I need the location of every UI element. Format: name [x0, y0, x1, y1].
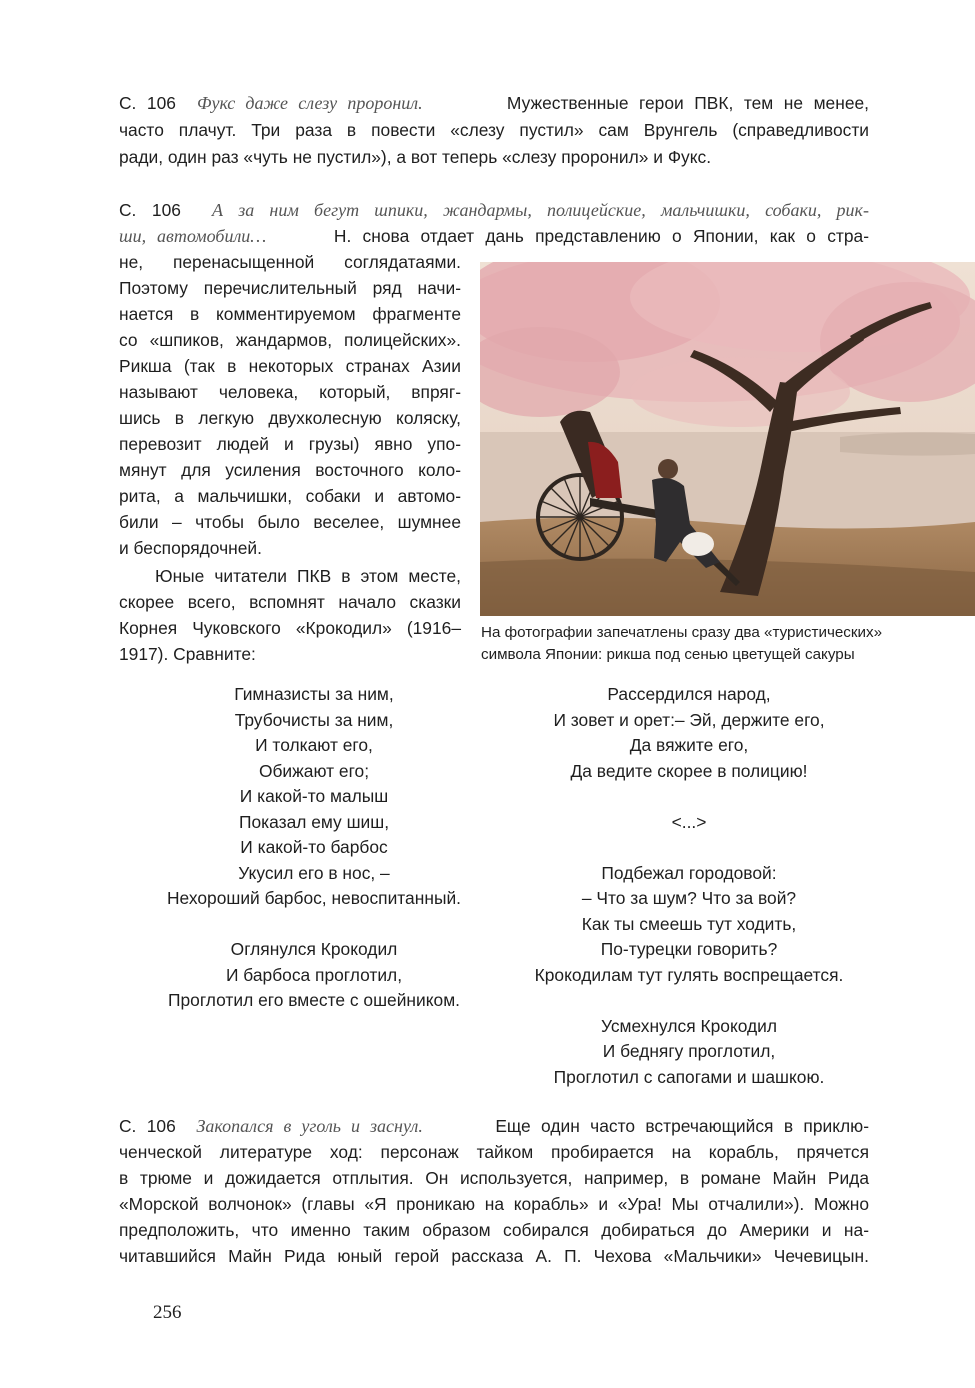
- entry-1-text: Мужественные герои ПВК, тем не менее,: [506, 93, 870, 113]
- entry-2-ref: С. 106: [119, 200, 181, 220]
- entry-3-text: Еще один часто встречающийся в приклю-: [495, 1116, 869, 1136]
- poem-line: Нехороший барбос, невоспитанный.: [167, 888, 461, 908]
- entry-2-narrow-line: Поэтому перечислительный ряд начи-: [119, 278, 461, 298]
- poem-line: Трубочисты за ним,: [234, 709, 394, 730]
- entry-2-narrow-line: со «шпиков, жандармов, полицейских».: [119, 330, 461, 350]
- entry-2-line-1: [119, 197, 869, 223]
- poem-right-column: [489, 682, 889, 1090]
- entry-2-narrow-line: называют человека, который, впряг-: [119, 382, 461, 402]
- poem-line: И какой-то барбос: [240, 837, 388, 857]
- entry-1-line-1: [119, 90, 869, 116]
- poem-line: Как ты смеешь тут ходить,: [581, 913, 797, 934]
- poem-line: Гимназисты за ним,: [234, 684, 394, 704]
- entry-2-narrow-line: шись в легкую двухколесную коляску,: [119, 408, 461, 428]
- rickshaw-sakura-photo: [480, 262, 975, 616]
- poem-line: Да ведите скорее в полицию!: [570, 760, 808, 781]
- entry-2-narrow-line: рита, а мальчишки, собаки и автомо-: [119, 486, 461, 506]
- entry-3-line-5: предположить, что именно таким образом собирался добираться до Америки и на-: [119, 1220, 869, 1240]
- poem-line: Крокодилам тут гулять воспрещается.: [534, 964, 844, 985]
- entry-2-narrow-line: Юные читатели ПКВ в этом месте,: [155, 566, 461, 586]
- poem-line: Усмехнулся Крокодил: [600, 1015, 778, 1036]
- poem-line: Оглянулся Крокодил: [230, 939, 398, 959]
- entry-2-quote-1: А за ним бегут шпики, жандармы, полицейские, мальчишки, собаки, рик-: [212, 200, 869, 220]
- poem-line: И какой-то малыш: [239, 786, 389, 806]
- entry-2-narrow-line: скорее всего, вспомнят начало сказки: [119, 592, 461, 612]
- poem-line: По-турецки говорить?: [600, 939, 778, 959]
- photo-caption-line-2: символа Японии: рикша под сенью цветущей сакуры: [481, 646, 855, 663]
- entry-2-quote-2: ши, автомобили…: [119, 226, 267, 246]
- poem-line: Укусил его в нос, –: [238, 862, 390, 883]
- entry-3-line-1: [119, 1113, 869, 1139]
- entry-2-narrow-line: Корнея Чуковского «Крокодил» (1916–: [119, 618, 461, 638]
- poem-line: Проглотил с сапогами и шашкою.: [553, 1066, 825, 1087]
- poem-line: И толкают его,: [255, 735, 373, 755]
- entry-2-text: Н. снова отдает дань представлению о Японии, как о стра-: [333, 226, 869, 246]
- poem-line: Да вяжите его,: [629, 735, 749, 755]
- poem-line: Показал ему шиш,: [238, 811, 390, 832]
- entry-2-narrow-line: нается в комментируемом фрагменте: [119, 304, 461, 324]
- poem-line: Подбежал городовой:: [601, 862, 777, 883]
- entry-3-line-6: читавшийся Майн Рида юный герой рассказа А. П. Чехова «Мальчики» Чечевицын.: [119, 1246, 869, 1266]
- poem-ellipsis: <...>: [671, 811, 707, 832]
- entry-2-narrow-line: Рикша (так в некоторых странах Азии: [119, 356, 461, 376]
- entry-2-narrow-line: не, перенасыщенной соглядатаями.: [119, 252, 461, 272]
- entry-2-narrow-line: 1917). Сравните:: [119, 644, 256, 664]
- poem-line: Рассердился народ,: [607, 684, 771, 704]
- entry-1-quote: Фукс даже слезу проронил.: [197, 93, 423, 113]
- entry-3-quote: Закопался в уголь и заснул.: [196, 1116, 423, 1136]
- poem-line: [489, 988, 889, 1014]
- entry-2-narrow-line: мянут для усиления восточного коло-: [119, 460, 461, 480]
- poem-line: Проглотил его вместе с ошейником.: [168, 990, 460, 1010]
- entry-2-narrow-line: перевозит людей и грузы) явно упо-: [119, 434, 461, 454]
- poem-line: – Что за шум? Что за вой?: [581, 888, 797, 908]
- entry-1-line-3: ради, один раз «чуть не пустил»), а вот теперь «слезу проронил» и Фукс.: [119, 147, 712, 167]
- entry-1-line-2: часто плачут. Три раза в повести «слезу пустил» сам Врунгель (справедливости: [119, 120, 869, 140]
- entry-3-line-4: «Морской волчонок» (главы «Я проникаю на корабль» и «Ура! Мы отчалили»). Можно: [119, 1194, 869, 1214]
- entry-3-line-3: в трюме и дожидается отплытия. Он используется, например, в романе Майн Рида: [119, 1168, 869, 1188]
- entry-2-narrow-line: били – чтобы было веселее, шумнее: [119, 512, 461, 532]
- poem-line: И зовет и орет:– Эй, держите его,: [553, 709, 825, 730]
- poem-line: Обижают его;: [258, 760, 370, 781]
- entry-3-ref: С. 106: [119, 1116, 176, 1136]
- poem-left-column: [114, 682, 514, 1014]
- entry-2-line-2: [119, 223, 869, 249]
- photo-caption-line-1: На фотографии запечатлены сразу два «туристических»: [481, 624, 883, 641]
- poem-line: И барбоса проглотил,: [225, 964, 403, 985]
- poem-line: И беднягу проглотил,: [602, 1041, 776, 1061]
- entry-1-ref: С. 106: [119, 93, 176, 113]
- entry-3-line-2: ченческой литературе ход: персонаж тайком пробирается на корабль, прячется: [119, 1142, 869, 1162]
- poem-line: [489, 784, 889, 810]
- poem-line: [114, 912, 514, 938]
- poem-line: [489, 835, 889, 861]
- entry-2-narrow-line: и беспорядочней.: [119, 538, 262, 558]
- page-number: 256: [153, 1302, 182, 1323]
